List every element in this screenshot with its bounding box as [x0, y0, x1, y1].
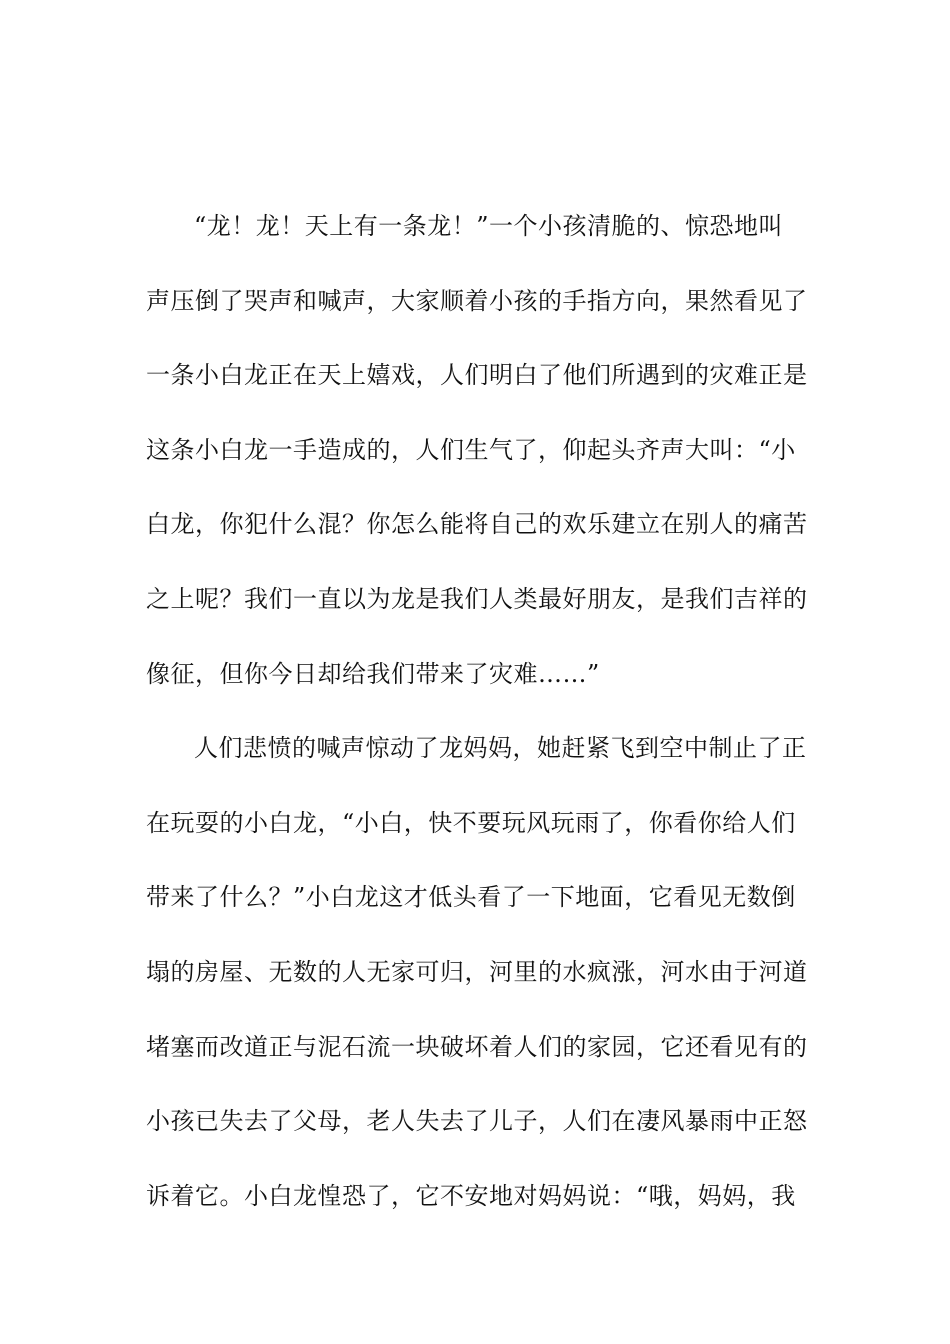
paragraph-2-line-7: 诉着它。小白龙惶恐了，它不安地对妈妈说：“哦，妈妈，我 [146, 1181, 796, 1210]
paragraph-1-line-3: 一条小白龙正在天上嬉戏，人们明白了他们所遇到的灾难正是 [146, 361, 808, 390]
paragraph-2-line-5: 堵塞而改道正与泥石流一块破坏着人们的家园，它还看见有的 [146, 1032, 808, 1061]
paragraph-1-line-6: 之上呢？我们一直以为龙是我们人类最好朋友，是我们吉祥的 [146, 584, 808, 613]
paragraph-1-line-5: 白龙，你犯什么混？你怎么能将自己的欢乐建立在别人的痛苦 [146, 510, 808, 539]
paragraph-1-line-2: 声压倒了哭声和喊声，大家顺着小孩的手指方向，果然看见了 [146, 286, 808, 315]
paragraph-1-line-7: 像征，但你今日却给我们带来了灾难……” [146, 659, 600, 688]
paragraph-2-line-2: 在玩耍的小白龙，“小白，快不要玩风玩雨了，你看你给人们 [146, 808, 796, 837]
paragraph-2-line-1: 人们悲愤的喊声惊动了龙妈妈，她赶紧飞到空中制止了正 [194, 734, 807, 763]
paragraph-2-line-4: 塌的房屋、无数的人无家可归，河里的水疯涨，河水由于河道 [146, 957, 808, 986]
paragraph-2-line-3: 带来了什么？”小白龙这才低头看了一下地面，它看见无数倒 [146, 883, 796, 912]
story-text [146, 206, 806, 1250]
paragraph-2-line-6: 小孩已失去了父母，老人失去了儿子，人们在凄风暴雨中正怒 [146, 1107, 808, 1136]
paragraph-1-line-1: “龙！龙！天上有一条龙！”一个小孩清脆的、惊恐地叫 [194, 212, 784, 240]
paragraph-1-line-4: 这条小白龙一手造成的，人们生气了，仰起头齐声大叫：“小 [146, 435, 796, 464]
